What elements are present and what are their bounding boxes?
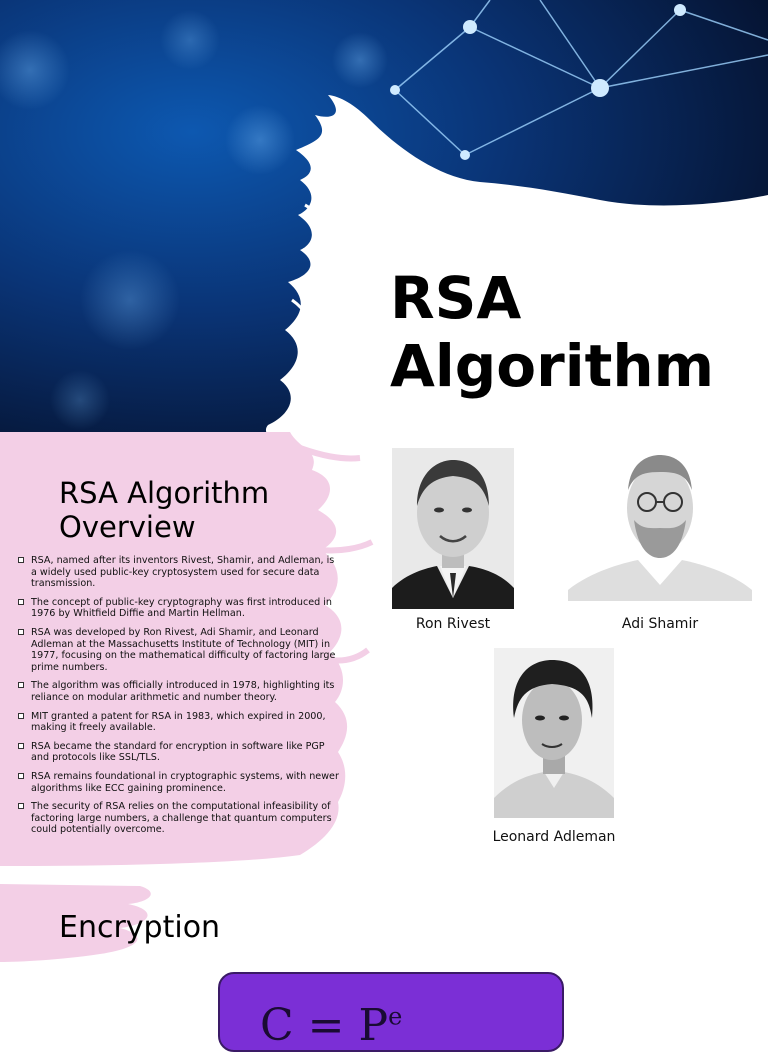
bullet-text: MIT granted a patent for RSA in 1983, which expired in 2000, making it freely available. — [31, 710, 326, 734]
formula-exponent: e — [388, 1002, 403, 1031]
caption-ron-rivest: Ron Rivest — [415, 616, 491, 632]
bullet-box-icon — [18, 713, 24, 719]
overview-heading-line-1: RSA Algorithm — [59, 476, 270, 510]
overview-heading-line-2: Overview — [59, 510, 196, 544]
bullet-text: RSA became the standard for encryption in software like PGP and protocols like SSL/TLS. — [31, 740, 325, 764]
encryption-formula — [260, 1000, 402, 1051]
overview-bullet-list — [16, 555, 340, 843]
bullet-box-icon — [18, 803, 24, 809]
title-line-1: RSA — [390, 264, 522, 332]
bullet-text: RSA was developed by Ron Rivest, Adi Shamir, and Leonard Adleman at the Massachusetts Institute of Technology (MIT) in 1977, focusing on the mathematical difficulty of factoring large prime numbers. — [31, 626, 336, 673]
bullet-box-icon — [18, 557, 24, 563]
formula-main: C = P — [260, 1000, 389, 1051]
encryption-formula-box — [218, 972, 564, 1052]
caption-adi-shamir: Adi Shamir — [621, 616, 699, 632]
list-item — [16, 801, 340, 836]
list-item — [16, 627, 340, 673]
list-item — [16, 711, 340, 734]
bullet-text: RSA, named after its inventors Rivest, Shamir, and Adleman, is a widely used public-key cryptosystem used for secure data transmission. — [31, 555, 335, 590]
list-item — [16, 771, 340, 794]
bullet-text: The security of RSA relies on the computational infeasibility of factoring large numbers, a challenge that quantum computers could potentially overcome. — [31, 801, 332, 836]
bullet-box-icon — [18, 682, 24, 688]
bullet-box-icon — [18, 743, 24, 749]
bullet-box-icon — [18, 599, 24, 605]
bullet-box-icon — [18, 629, 24, 635]
photo-leonard-adleman — [494, 648, 614, 818]
overview-heading — [59, 476, 359, 544]
list-item — [16, 741, 340, 764]
photo-adi-shamir — [568, 450, 752, 601]
photo-ron-rivest — [392, 448, 514, 609]
list-item — [16, 680, 340, 703]
list-item — [16, 555, 340, 590]
list-item — [16, 597, 340, 620]
caption-leonard-adleman: Leonard Adleman — [492, 829, 616, 845]
page-title — [390, 264, 760, 400]
bullet-text: RSA remains foundational in cryptographic systems, with newer algorithms like ECC gaining prominence. — [31, 770, 339, 794]
encryption-heading: Encryption — [59, 910, 221, 945]
bullet-text: The algorithm was officially introduced in 1978, highlighting its reliance on modular arithmetic and number theory. — [31, 680, 335, 703]
title-line-2: Algorithm — [390, 332, 715, 400]
bullet-text: The concept of public-key cryptography was first introduced in 1976 by Whitfield Diffie and Martin Hellman. — [31, 596, 333, 620]
bullet-box-icon — [18, 773, 24, 779]
